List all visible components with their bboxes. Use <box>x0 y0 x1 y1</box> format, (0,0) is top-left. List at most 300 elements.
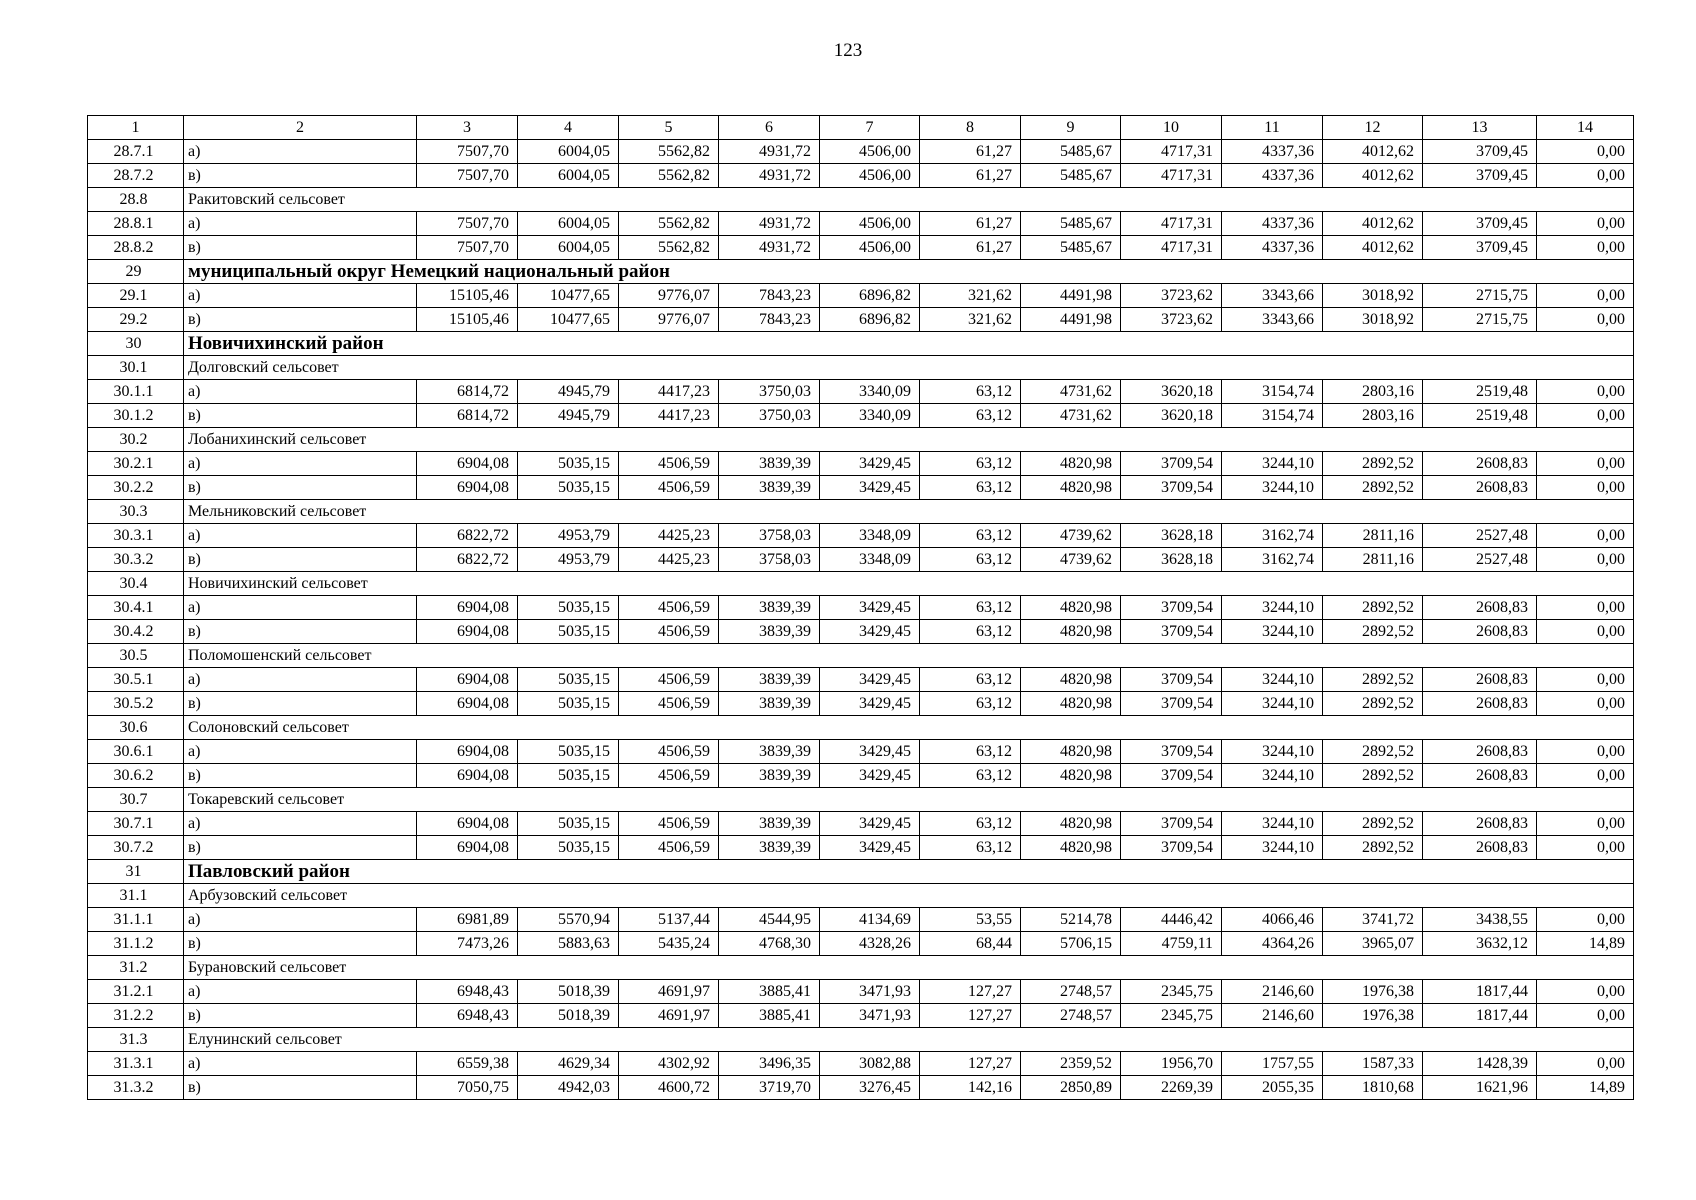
value-cell: 321,62 <box>920 284 1021 308</box>
value-cell: 6822,72 <box>417 548 518 572</box>
row-name: а) <box>184 140 417 164</box>
value-cell: 2146,60 <box>1222 980 1323 1004</box>
value-cell: 7507,70 <box>417 164 518 188</box>
value-cell: 4066,46 <box>1222 908 1323 932</box>
value-cell: 63,12 <box>920 476 1021 500</box>
row-code: 31.3.2 <box>88 1076 184 1100</box>
row-code: 30.3.2 <box>88 548 184 572</box>
value-cell: 7507,70 <box>417 140 518 164</box>
row-code: 29.1 <box>88 284 184 308</box>
header-cell: 13 <box>1423 116 1537 140</box>
value-cell: 3709,45 <box>1423 140 1537 164</box>
value-cell: 2892,52 <box>1323 452 1423 476</box>
value-cell: 5035,15 <box>518 476 619 500</box>
value-cell: 63,12 <box>920 812 1021 836</box>
value-cell: 5485,67 <box>1021 164 1121 188</box>
row-name: а) <box>184 908 417 932</box>
value-cell: 0,00 <box>1537 1004 1634 1028</box>
row-name: в) <box>184 548 417 572</box>
value-cell: 4012,62 <box>1323 236 1423 260</box>
table-row <box>88 764 1634 788</box>
value-cell: 7473,26 <box>417 932 518 956</box>
group-row <box>88 956 1634 980</box>
row-name: в) <box>184 404 417 428</box>
value-cell: 5570,94 <box>518 908 619 932</box>
value-cell: 3758,03 <box>719 524 820 548</box>
group-row <box>88 1028 1634 1052</box>
value-cell: 5035,15 <box>518 668 619 692</box>
value-cell: 3839,39 <box>719 740 820 764</box>
value-cell: 2748,57 <box>1021 1004 1121 1028</box>
value-cell: 6904,08 <box>417 476 518 500</box>
value-cell: 0,00 <box>1537 308 1634 332</box>
group-row <box>88 644 1634 668</box>
value-cell: 2608,83 <box>1423 692 1537 716</box>
value-cell: 3018,92 <box>1323 308 1423 332</box>
value-cell: 4506,59 <box>619 452 719 476</box>
value-cell: 5562,82 <box>619 212 719 236</box>
row-name: в) <box>184 932 417 956</box>
value-cell: 2811,16 <box>1323 548 1423 572</box>
value-cell: 4717,31 <box>1121 236 1222 260</box>
value-cell: 4629,34 <box>518 1052 619 1076</box>
value-cell: 3620,18 <box>1121 380 1222 404</box>
value-cell: 6004,05 <box>518 164 619 188</box>
value-cell: 4012,62 <box>1323 164 1423 188</box>
value-cell: 61,27 <box>920 164 1021 188</box>
table-row <box>88 980 1634 1004</box>
value-cell: 63,12 <box>920 740 1021 764</box>
value-cell: 1976,38 <box>1323 980 1423 1004</box>
value-cell: 0,00 <box>1537 764 1634 788</box>
value-cell: 2608,83 <box>1423 836 1537 860</box>
row-code: 30.4 <box>88 572 184 596</box>
value-cell: 3709,54 <box>1121 740 1222 764</box>
row-name: в) <box>184 764 417 788</box>
value-cell: 1428,39 <box>1423 1052 1537 1076</box>
value-cell: 3154,74 <box>1222 380 1323 404</box>
table-row <box>88 668 1634 692</box>
value-cell: 3244,10 <box>1222 668 1323 692</box>
value-cell: 1817,44 <box>1423 980 1537 1004</box>
value-cell: 3709,54 <box>1121 452 1222 476</box>
header-cell: 14 <box>1537 116 1634 140</box>
header-cell: 6 <box>719 116 820 140</box>
value-cell: 2527,48 <box>1423 548 1537 572</box>
value-cell: 3244,10 <box>1222 452 1323 476</box>
value-cell: 4731,62 <box>1021 404 1121 428</box>
value-cell: 4328,26 <box>820 932 920 956</box>
value-cell: 4942,03 <box>518 1076 619 1100</box>
value-cell: 6904,08 <box>417 452 518 476</box>
table-row <box>88 212 1634 236</box>
value-cell: 6904,08 <box>417 620 518 644</box>
row-code: 28.8.2 <box>88 236 184 260</box>
value-cell: 3244,10 <box>1222 836 1323 860</box>
value-cell: 4931,72 <box>719 212 820 236</box>
value-cell: 3244,10 <box>1222 476 1323 500</box>
row-name: Елунинский сельсовет <box>184 1028 1634 1052</box>
value-cell: 6904,08 <box>417 668 518 692</box>
value-cell: 0,00 <box>1537 524 1634 548</box>
value-cell: 53,55 <box>920 908 1021 932</box>
value-cell: 4931,72 <box>719 164 820 188</box>
value-cell: 0,00 <box>1537 164 1634 188</box>
value-cell: 4820,98 <box>1021 476 1121 500</box>
row-code: 30.7.1 <box>88 812 184 836</box>
row-name: в) <box>184 1004 417 1028</box>
value-cell: 5035,15 <box>518 452 619 476</box>
value-cell: 6822,72 <box>417 524 518 548</box>
value-cell: 4820,98 <box>1021 740 1121 764</box>
value-cell: 63,12 <box>920 836 1021 860</box>
row-name: а) <box>184 812 417 836</box>
value-cell: 6004,05 <box>518 236 619 260</box>
row-name: в) <box>184 308 417 332</box>
section-row <box>88 332 1634 356</box>
value-cell: 3709,54 <box>1121 812 1222 836</box>
value-cell: 3885,41 <box>719 1004 820 1028</box>
value-cell: 7843,23 <box>719 284 820 308</box>
value-cell: 3343,66 <box>1222 308 1323 332</box>
value-cell: 5035,15 <box>518 620 619 644</box>
value-cell: 3709,45 <box>1423 212 1537 236</box>
value-cell: 4820,98 <box>1021 452 1121 476</box>
value-cell: 3709,54 <box>1121 476 1222 500</box>
row-code: 30.5 <box>88 644 184 668</box>
value-cell: 7843,23 <box>719 308 820 332</box>
value-cell: 0,00 <box>1537 620 1634 644</box>
row-name: в) <box>184 236 417 260</box>
value-cell: 4820,98 <box>1021 668 1121 692</box>
value-cell: 3429,45 <box>820 740 920 764</box>
group-row <box>88 356 1634 380</box>
value-cell: 4820,98 <box>1021 836 1121 860</box>
row-code: 31.1.2 <box>88 932 184 956</box>
row-code: 30.1 <box>88 356 184 380</box>
value-cell: 4731,62 <box>1021 380 1121 404</box>
table-row <box>88 596 1634 620</box>
value-cell: 0,00 <box>1537 404 1634 428</box>
value-cell: 4945,79 <box>518 404 619 428</box>
value-cell: 6896,82 <box>820 284 920 308</box>
table-row <box>88 812 1634 836</box>
value-cell: 0,00 <box>1537 380 1634 404</box>
table-body <box>88 116 1634 1100</box>
row-code: 29.2 <box>88 308 184 332</box>
row-code: 29 <box>88 260 184 284</box>
row-code: 31.2.2 <box>88 1004 184 1028</box>
row-name: а) <box>184 452 417 476</box>
header-cell: 4 <box>518 116 619 140</box>
value-cell: 3839,39 <box>719 476 820 500</box>
row-code: 28.7.1 <box>88 140 184 164</box>
value-cell: 3348,09 <box>820 524 920 548</box>
value-cell: 10477,65 <box>518 308 619 332</box>
value-cell: 4506,59 <box>619 692 719 716</box>
header-cell: 7 <box>820 116 920 140</box>
header-cell: 12 <box>1323 116 1423 140</box>
value-cell: 3965,07 <box>1323 932 1423 956</box>
row-name: Солоновский сельсовет <box>184 716 1634 740</box>
value-cell: 4425,23 <box>619 524 719 548</box>
value-cell: 0,00 <box>1537 836 1634 860</box>
value-cell: 321,62 <box>920 308 1021 332</box>
value-cell: 3162,74 <box>1222 524 1323 548</box>
value-cell: 6904,08 <box>417 596 518 620</box>
value-cell: 4931,72 <box>719 236 820 260</box>
tariff-table <box>87 115 1634 1100</box>
value-cell: 5018,39 <box>518 1004 619 1028</box>
value-cell: 3709,54 <box>1121 596 1222 620</box>
row-code: 28.7.2 <box>88 164 184 188</box>
value-cell: 3839,39 <box>719 668 820 692</box>
value-cell: 14,89 <box>1537 932 1634 956</box>
row-code: 31.2 <box>88 956 184 980</box>
value-cell: 2608,83 <box>1423 596 1537 620</box>
value-cell: 6981,89 <box>417 908 518 932</box>
value-cell: 3839,39 <box>719 596 820 620</box>
table-row <box>88 476 1634 500</box>
row-name: а) <box>184 1052 417 1076</box>
value-cell: 3343,66 <box>1222 284 1323 308</box>
value-cell: 2803,16 <box>1323 404 1423 428</box>
value-cell: 3429,45 <box>820 596 920 620</box>
table-row <box>88 740 1634 764</box>
value-cell: 0,00 <box>1537 140 1634 164</box>
row-name: муниципальный округ Немецкий национальный район <box>184 260 1634 284</box>
value-cell: 5562,82 <box>619 140 719 164</box>
value-cell: 2892,52 <box>1323 476 1423 500</box>
value-cell: 63,12 <box>920 452 1021 476</box>
value-cell: 5214,78 <box>1021 908 1121 932</box>
value-cell: 3244,10 <box>1222 764 1323 788</box>
row-name: Токаревский сельсовет <box>184 788 1634 812</box>
value-cell: 4953,79 <box>518 524 619 548</box>
value-cell: 3340,09 <box>820 404 920 428</box>
value-cell: 1810,68 <box>1323 1076 1423 1100</box>
value-cell: 5035,15 <box>518 764 619 788</box>
value-cell: 9776,07 <box>619 284 719 308</box>
value-cell: 6904,08 <box>417 764 518 788</box>
row-code: 30.7 <box>88 788 184 812</box>
value-cell: 2608,83 <box>1423 452 1537 476</box>
value-cell: 3429,45 <box>820 476 920 500</box>
row-name: в) <box>184 164 417 188</box>
value-cell: 4302,92 <box>619 1052 719 1076</box>
value-cell: 4506,00 <box>820 236 920 260</box>
table-row <box>88 524 1634 548</box>
row-code: 30.1.1 <box>88 380 184 404</box>
value-cell: 3839,39 <box>719 620 820 644</box>
value-cell: 127,27 <box>920 980 1021 1004</box>
value-cell: 1956,70 <box>1121 1052 1222 1076</box>
value-cell: 4425,23 <box>619 548 719 572</box>
value-cell: 3885,41 <box>719 980 820 1004</box>
value-cell: 3244,10 <box>1222 812 1323 836</box>
table-row <box>88 284 1634 308</box>
value-cell: 6814,72 <box>417 404 518 428</box>
value-cell: 4506,59 <box>619 764 719 788</box>
value-cell: 2892,52 <box>1323 668 1423 692</box>
row-code: 31.2.1 <box>88 980 184 1004</box>
table-row <box>88 932 1634 956</box>
table-row <box>88 1052 1634 1076</box>
row-name: Лобанихинский сельсовет <box>184 428 1634 452</box>
section-row <box>88 860 1634 884</box>
value-cell: 4012,62 <box>1323 140 1423 164</box>
row-name: Арбузовский сельсовет <box>184 884 1634 908</box>
value-cell: 2608,83 <box>1423 476 1537 500</box>
value-cell: 3429,45 <box>820 668 920 692</box>
value-cell: 1817,44 <box>1423 1004 1537 1028</box>
value-cell: 2519,48 <box>1423 380 1537 404</box>
value-cell: 142,16 <box>920 1076 1021 1100</box>
value-cell: 3018,92 <box>1323 284 1423 308</box>
value-cell: 4506,59 <box>619 836 719 860</box>
value-cell: 3709,45 <box>1423 236 1537 260</box>
value-cell: 4491,98 <box>1021 284 1121 308</box>
value-cell: 2519,48 <box>1423 404 1537 428</box>
value-cell: 0,00 <box>1537 596 1634 620</box>
header-cell: 1 <box>88 116 184 140</box>
value-cell: 2803,16 <box>1323 380 1423 404</box>
value-cell: 4544,95 <box>719 908 820 932</box>
value-cell: 4820,98 <box>1021 692 1121 716</box>
header-cell: 8 <box>920 116 1021 140</box>
value-cell: 3244,10 <box>1222 596 1323 620</box>
value-cell: 3244,10 <box>1222 620 1323 644</box>
table-row <box>88 908 1634 932</box>
value-cell: 5137,44 <box>619 908 719 932</box>
row-name: в) <box>184 476 417 500</box>
value-cell: 4506,00 <box>820 164 920 188</box>
value-cell: 5562,82 <box>619 164 719 188</box>
value-cell: 2527,48 <box>1423 524 1537 548</box>
table-row <box>88 692 1634 716</box>
value-cell: 3628,18 <box>1121 548 1222 572</box>
group-row <box>88 428 1634 452</box>
value-cell: 2892,52 <box>1323 812 1423 836</box>
value-cell: 4506,59 <box>619 476 719 500</box>
row-code: 30.3 <box>88 500 184 524</box>
value-cell: 0,00 <box>1537 476 1634 500</box>
value-cell: 2748,57 <box>1021 980 1121 1004</box>
value-cell: 2811,16 <box>1323 524 1423 548</box>
value-cell: 3496,35 <box>719 1052 820 1076</box>
value-cell: 3082,88 <box>820 1052 920 1076</box>
table-row <box>88 380 1634 404</box>
value-cell: 0,00 <box>1537 908 1634 932</box>
value-cell: 3429,45 <box>820 764 920 788</box>
value-cell: 4600,72 <box>619 1076 719 1100</box>
header-cell: 10 <box>1121 116 1222 140</box>
group-row <box>88 572 1634 596</box>
value-cell: 2055,35 <box>1222 1076 1323 1100</box>
row-name: Долговский сельсовет <box>184 356 1634 380</box>
value-cell: 4506,59 <box>619 668 719 692</box>
value-cell: 3348,09 <box>820 548 920 572</box>
value-cell: 5035,15 <box>518 596 619 620</box>
row-code: 30.6.1 <box>88 740 184 764</box>
group-row <box>88 884 1634 908</box>
value-cell: 63,12 <box>920 524 1021 548</box>
group-row <box>88 788 1634 812</box>
value-cell: 1587,33 <box>1323 1052 1423 1076</box>
value-cell: 4012,62 <box>1323 212 1423 236</box>
value-cell: 2146,60 <box>1222 1004 1323 1028</box>
value-cell: 63,12 <box>920 692 1021 716</box>
value-cell: 3620,18 <box>1121 404 1222 428</box>
value-cell: 10477,65 <box>518 284 619 308</box>
row-name: Поломошенский сельсовет <box>184 644 1634 668</box>
value-cell: 63,12 <box>920 380 1021 404</box>
row-code: 30.5.2 <box>88 692 184 716</box>
value-cell: 4820,98 <box>1021 764 1121 788</box>
value-cell: 0,00 <box>1537 668 1634 692</box>
row-code: 28.8 <box>88 188 184 212</box>
row-name: в) <box>184 1076 417 1100</box>
value-cell: 3429,45 <box>820 452 920 476</box>
value-cell: 63,12 <box>920 596 1021 620</box>
value-cell: 5035,15 <box>518 692 619 716</box>
value-cell: 4691,97 <box>619 980 719 1004</box>
row-name: а) <box>184 524 417 548</box>
row-code: 30.6 <box>88 716 184 740</box>
value-cell: 2345,75 <box>1121 980 1222 1004</box>
value-cell: 63,12 <box>920 668 1021 692</box>
row-name: а) <box>184 212 417 236</box>
value-cell: 6559,38 <box>417 1052 518 1076</box>
row-name: Ракитовский сельсовет <box>184 188 1634 212</box>
value-cell: 3162,74 <box>1222 548 1323 572</box>
value-cell: 7507,70 <box>417 212 518 236</box>
value-cell: 6004,05 <box>518 140 619 164</box>
row-code: 31 <box>88 860 184 884</box>
value-cell: 4820,98 <box>1021 620 1121 644</box>
value-cell: 1976,38 <box>1323 1004 1423 1028</box>
value-cell: 127,27 <box>920 1004 1021 1028</box>
value-cell: 3839,39 <box>719 452 820 476</box>
value-cell: 3471,93 <box>820 980 920 1004</box>
value-cell: 3709,54 <box>1121 692 1222 716</box>
value-cell: 5435,24 <box>619 932 719 956</box>
value-cell: 15105,46 <box>417 308 518 332</box>
row-name: а) <box>184 284 417 308</box>
value-cell: 5035,15 <box>518 812 619 836</box>
value-cell: 3429,45 <box>820 812 920 836</box>
value-cell: 2892,52 <box>1323 692 1423 716</box>
value-cell: 4337,36 <box>1222 140 1323 164</box>
value-cell: 63,12 <box>920 620 1021 644</box>
value-cell: 61,27 <box>920 236 1021 260</box>
value-cell: 6904,08 <box>417 812 518 836</box>
value-cell: 3429,45 <box>820 836 920 860</box>
page-number: 123 <box>833 40 863 61</box>
row-name: а) <box>184 380 417 404</box>
value-cell: 4820,98 <box>1021 812 1121 836</box>
value-cell: 6004,05 <box>518 212 619 236</box>
group-row <box>88 188 1634 212</box>
table-row <box>88 308 1634 332</box>
value-cell: 0,00 <box>1537 236 1634 260</box>
value-cell: 5018,39 <box>518 980 619 1004</box>
value-cell: 2715,75 <box>1423 284 1537 308</box>
value-cell: 2608,83 <box>1423 740 1537 764</box>
value-cell: 3709,54 <box>1121 836 1222 860</box>
table-row <box>88 1004 1634 1028</box>
row-code: 30.1.2 <box>88 404 184 428</box>
